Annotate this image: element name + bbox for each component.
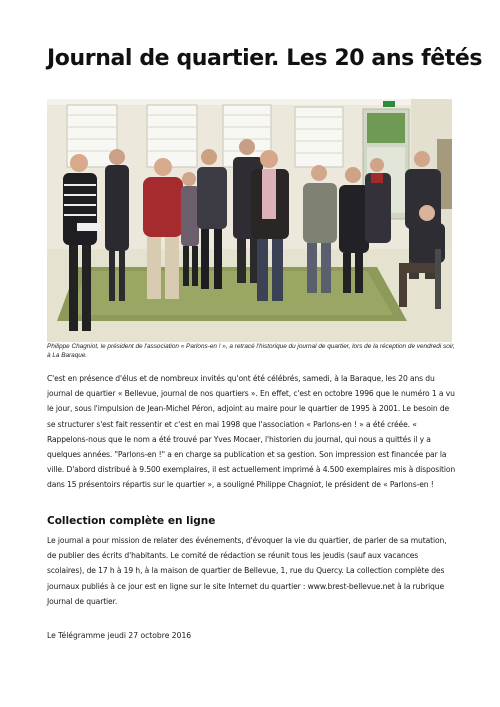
section-heading: Collection complète en ligne	[47, 515, 216, 527]
article-title: Journal de quartier. Les 20 ans fêtés	[47, 46, 483, 71]
article-paragraph-2: Le journal a pour mission de relater des événements, d'évoquer la vie du quartier, de parler de sa mutation, de publier des écrits d'habitants. Le comité de rédaction se réunit tous les jeudis (sauf aux vacances scolaires), de 17 h à 19 h, à la maison de quartier de Bellevue, 1, rue du Quercy. La collection complète des journaux publiés à ce jour est en ligne sur le site Internet du quartier : www.brest-bellevue.net à la rubrique Journal de quartier.	[47, 536, 447, 606]
exit-sign-icon	[383, 101, 395, 107]
article-source: Le Télégramme jeudi 27 octobre 2016	[47, 631, 192, 640]
article-photo	[47, 99, 452, 342]
article-paragraph-1: C'est en présence d'élus et de nombreux invités qu'ont été célébrés, samedi, à la Baraque, les 20 ans du journal de quartier « Bellevue, journal de nos quartiers ». En effet, c'est en octobre 1996 que le numéro 1 a vu le jour, sous l'impulsion de Jean-Michel Péron, adjoint au maire pour le quartier de 1995 à 2001. Le besoin de se structurer s'est fait ressentir et c'est en mai 1998 que l'association « Parlons-en ! » a été créée. « Rappelons-nous que le nom a été trouvé par Yves Mocaer, l'historien du journal, qui nous a quittés il y a quelques années. "Parlons-en !" a en charge sa publication et sa gestion. Son impression est financée par la ville. D'abord distribué à 9.500 exemplaires, il est actuellement imprimé à 4.500 exemplaires mis à disposition dans 15 présentoirs répartis sur le quartier », a souligné Philippe Chagniot, le président de « Parlons-en !	[47, 374, 456, 490]
group-photo-illustration	[47, 99, 452, 342]
photo-caption: Philippe Chagniot, le président de l'association « Parlons-en ! », a retracé l'historique du journal de quartier, lors de la réception de vendredi soir, à La Baraque.	[47, 343, 455, 359]
